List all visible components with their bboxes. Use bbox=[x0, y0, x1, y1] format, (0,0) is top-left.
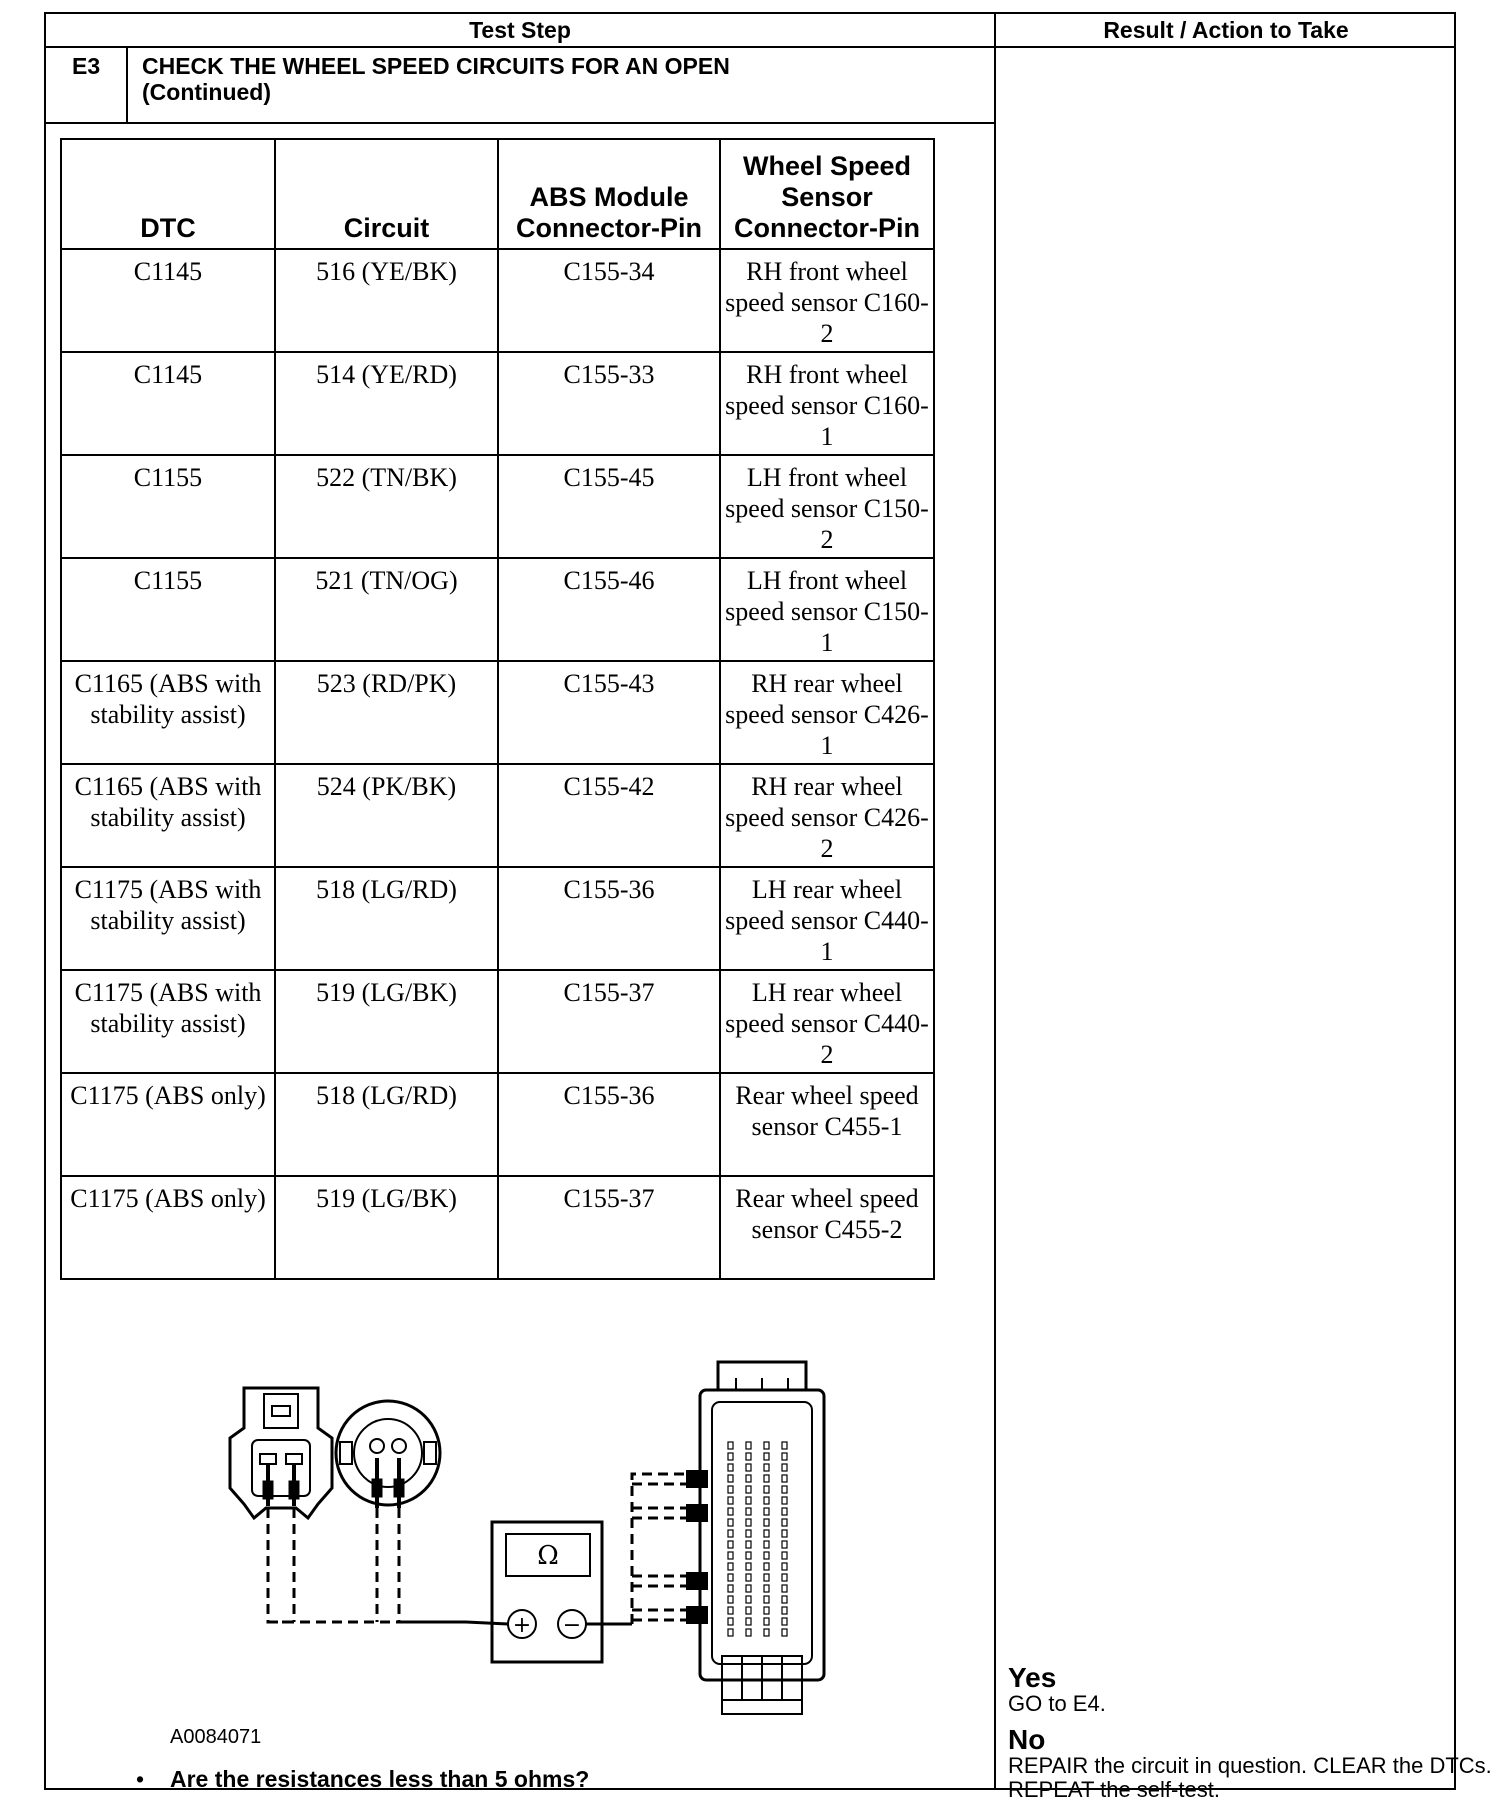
connector-pin bbox=[782, 1519, 787, 1526]
table-row bbox=[61, 1073, 934, 1176]
connector-pin bbox=[764, 1508, 769, 1515]
column-header: Wheel Speed Sensor Connector-Pin bbox=[720, 139, 934, 249]
minus-sign: − bbox=[562, 1613, 582, 1638]
sensor-pin-cell: Rear wheel speed sensor C455-1 bbox=[720, 1073, 934, 1176]
circuit-cell: 514 (YE/RD) bbox=[275, 352, 498, 455]
circuit-cell: 519 (LG/BK) bbox=[275, 970, 498, 1073]
connector-pin bbox=[728, 1519, 733, 1526]
connector-pin bbox=[782, 1464, 787, 1471]
probe-tips bbox=[686, 1470, 708, 1624]
circuit-cell: 523 (RD/PK) bbox=[275, 661, 498, 764]
table-row bbox=[61, 764, 934, 867]
test-question bbox=[136, 1766, 589, 1793]
step-title-main: CHECK THE WHEEL SPEED CIRCUITS FOR AN OPEN bbox=[142, 53, 730, 79]
connector-pin bbox=[728, 1464, 733, 1471]
column-header: ABS Module Connector-Pin bbox=[498, 139, 720, 249]
connector-pin bbox=[782, 1563, 787, 1570]
table-header-row bbox=[61, 139, 934, 249]
connector-pin bbox=[728, 1574, 733, 1581]
sensor-pin-cell: Rear wheel speed sensor C455-2 bbox=[720, 1176, 934, 1279]
sensor-connector-left bbox=[230, 1388, 332, 1518]
abs-pin-cell: C155-36 bbox=[498, 867, 720, 970]
sensor-connector-right bbox=[336, 1401, 440, 1508]
connector-pin bbox=[782, 1607, 787, 1614]
sensor-test-leads bbox=[268, 1508, 466, 1622]
circuit-cell: 518 (LG/RD) bbox=[275, 1073, 498, 1176]
connector-pin bbox=[746, 1464, 751, 1471]
table-row bbox=[61, 1176, 934, 1279]
connector-pin bbox=[764, 1574, 769, 1581]
connector-pin bbox=[728, 1541, 733, 1548]
table-row bbox=[61, 867, 934, 970]
connector-pin bbox=[746, 1563, 751, 1570]
table-row bbox=[61, 558, 934, 661]
connector-pin bbox=[764, 1596, 769, 1603]
connector-pin bbox=[728, 1552, 733, 1559]
figure-id: A0084071 bbox=[170, 1726, 262, 1748]
connector-pin bbox=[764, 1519, 769, 1526]
connector-pin bbox=[728, 1618, 733, 1625]
ohm-symbol: Ω bbox=[537, 1541, 559, 1571]
yes-action: GO to E4. bbox=[1008, 1691, 1106, 1716]
connector-pin bbox=[764, 1552, 769, 1559]
ohmmeter bbox=[466, 1522, 632, 1662]
dtc-cell: C1175 (ABS with stability assist) bbox=[61, 867, 275, 970]
sensor-pin-cell: LH rear wheel speed sensor C440-2 bbox=[720, 970, 934, 1073]
sensor-pin-cell: RH rear wheel speed sensor C426-2 bbox=[720, 764, 934, 867]
connector-pin bbox=[728, 1563, 733, 1570]
connector-pin bbox=[782, 1629, 787, 1636]
module-pin-array bbox=[728, 1442, 787, 1636]
sensor-pin-cell: RH front wheel speed sensor C160-1 bbox=[720, 352, 934, 455]
sensor-pin-cell: LH rear wheel speed sensor C440-1 bbox=[720, 867, 934, 970]
sensor-pin-cell: LH front wheel speed sensor C150-1 bbox=[720, 558, 934, 661]
connector-pin bbox=[782, 1541, 787, 1548]
dtc-cell: C1175 (ABS only) bbox=[61, 1176, 275, 1279]
connector-pin bbox=[782, 1596, 787, 1603]
result-panel bbox=[1008, 1664, 1498, 1802]
connector-pin bbox=[746, 1519, 751, 1526]
connector-pin bbox=[728, 1629, 733, 1636]
column-header: Circuit bbox=[275, 139, 498, 249]
connector-pin bbox=[728, 1530, 733, 1537]
abs-pin-cell: C155-37 bbox=[498, 970, 720, 1073]
dtc-cell: C1175 (ABS only) bbox=[61, 1073, 275, 1176]
connector-pin bbox=[728, 1475, 733, 1482]
test-step-header: Test Step bbox=[46, 14, 994, 48]
dtc-cell: C1165 (ABS with stability assist) bbox=[61, 764, 275, 867]
connector-pin bbox=[782, 1453, 787, 1460]
abs-pin-cell: C155-37 bbox=[498, 1176, 720, 1279]
dtc-cell: C1155 bbox=[61, 455, 275, 558]
connector-pin bbox=[764, 1618, 769, 1625]
table-row bbox=[61, 970, 934, 1073]
abs-pin-cell: C155-33 bbox=[498, 352, 720, 455]
connector-pin bbox=[764, 1486, 769, 1493]
circuit-cell: 519 (LG/BK) bbox=[275, 1176, 498, 1279]
connector-pin bbox=[728, 1508, 733, 1515]
dtc-cell: C1145 bbox=[61, 249, 275, 352]
table-row bbox=[61, 455, 934, 558]
connector-pin bbox=[728, 1607, 733, 1614]
connector-pin bbox=[764, 1563, 769, 1570]
connector-pin bbox=[782, 1552, 787, 1559]
connector-pin bbox=[728, 1486, 733, 1493]
no-label: No bbox=[1008, 1724, 1046, 1755]
connector-pin bbox=[728, 1596, 733, 1603]
step-title bbox=[142, 53, 730, 105]
step-title-row bbox=[46, 48, 994, 124]
connector-pin bbox=[764, 1585, 769, 1592]
sensor-pin-cell: RH rear wheel speed sensor C426-1 bbox=[720, 661, 934, 764]
connector-pin bbox=[782, 1497, 787, 1504]
question-text: Are the resistances less than 5 ohms? bbox=[170, 1766, 590, 1792]
connector-pin bbox=[764, 1530, 769, 1537]
result-action-header: Result / Action to Take bbox=[996, 14, 1456, 48]
connector-pin bbox=[782, 1486, 787, 1493]
abs-pin-cell: C155-34 bbox=[498, 249, 720, 352]
abs-pin-cell: C155-45 bbox=[498, 455, 720, 558]
connector-pin bbox=[746, 1442, 751, 1449]
connector-pin bbox=[782, 1442, 787, 1449]
connector-pin bbox=[746, 1552, 751, 1559]
connector-pin bbox=[746, 1629, 751, 1636]
connector-pin bbox=[764, 1497, 769, 1504]
connector-pin bbox=[746, 1486, 751, 1493]
connector-pin bbox=[746, 1618, 751, 1625]
connector-pin bbox=[746, 1585, 751, 1592]
connector-pin bbox=[746, 1508, 751, 1515]
connector-pin bbox=[782, 1508, 787, 1515]
step-id: E3 bbox=[46, 48, 128, 122]
circuit-cell: 521 (TN/OG) bbox=[275, 558, 498, 661]
connector-pin bbox=[782, 1530, 787, 1537]
column-header: DTC bbox=[61, 139, 275, 249]
connector-pin bbox=[764, 1453, 769, 1460]
procedure-frame bbox=[44, 12, 1492, 1802]
step-title-continued: (Continued) bbox=[142, 79, 272, 105]
connector-pin bbox=[746, 1453, 751, 1460]
connector-pin bbox=[764, 1607, 769, 1614]
yes-label: Yes bbox=[1008, 1662, 1057, 1693]
abs-pin-cell: C155-46 bbox=[498, 558, 720, 661]
connector-pin bbox=[764, 1541, 769, 1548]
connector-pin bbox=[746, 1541, 751, 1548]
abs-pin-cell: C155-43 bbox=[498, 661, 720, 764]
table-row bbox=[61, 661, 934, 764]
connector-pin bbox=[782, 1574, 787, 1581]
module-test-leads bbox=[632, 1474, 696, 1624]
connector-pin bbox=[746, 1497, 751, 1504]
bullet: • bbox=[136, 1766, 145, 1792]
connector-pin bbox=[782, 1585, 787, 1592]
connector-pin bbox=[764, 1629, 769, 1636]
connector-pin bbox=[746, 1596, 751, 1603]
connector-pin bbox=[764, 1464, 769, 1471]
connector-pin bbox=[728, 1497, 733, 1504]
connector-pin bbox=[746, 1530, 751, 1537]
connector-pin bbox=[746, 1475, 751, 1482]
dtc-cell: C1165 (ABS with stability assist) bbox=[61, 661, 275, 764]
dtc-cell: C1145 bbox=[61, 352, 275, 455]
abs-pin-cell: C155-42 bbox=[498, 764, 720, 867]
abs-module-connector bbox=[700, 1362, 824, 1714]
circuit-table bbox=[60, 138, 935, 1280]
table-row bbox=[61, 249, 934, 352]
dtc-cell: C1175 (ABS with stability assist) bbox=[61, 970, 275, 1073]
circuit-cell: 524 (PK/BK) bbox=[275, 764, 498, 867]
abs-pin-cell: C155-36 bbox=[498, 1073, 720, 1176]
circuit-cell: 522 (TN/BK) bbox=[275, 455, 498, 558]
connector-pin bbox=[728, 1442, 733, 1449]
no-action: REPAIR the circuit in question. CLEAR the DTCs. REPEAT the self-test. bbox=[1008, 1753, 1492, 1802]
dtc-cell: C1155 bbox=[61, 558, 275, 661]
sensor-pin-cell: LH front wheel speed sensor C150-2 bbox=[720, 455, 934, 558]
connector-pin bbox=[782, 1475, 787, 1482]
plus-sign: + bbox=[512, 1613, 532, 1638]
test-diagram bbox=[156, 1358, 856, 1758]
column-divider bbox=[994, 14, 996, 1788]
sensor-pin-cell: RH front wheel speed sensor C160-2 bbox=[720, 249, 934, 352]
connector-pin bbox=[728, 1453, 733, 1460]
connector-pin bbox=[746, 1607, 751, 1614]
table-row bbox=[61, 352, 934, 455]
connector-pin bbox=[728, 1585, 733, 1592]
connector-pin bbox=[764, 1442, 769, 1449]
circuit-cell: 518 (LG/RD) bbox=[275, 867, 498, 970]
connector-pin bbox=[746, 1574, 751, 1581]
connector-pin bbox=[764, 1475, 769, 1482]
circuit-cell: 516 (YE/BK) bbox=[275, 249, 498, 352]
connector-pin bbox=[782, 1618, 787, 1625]
